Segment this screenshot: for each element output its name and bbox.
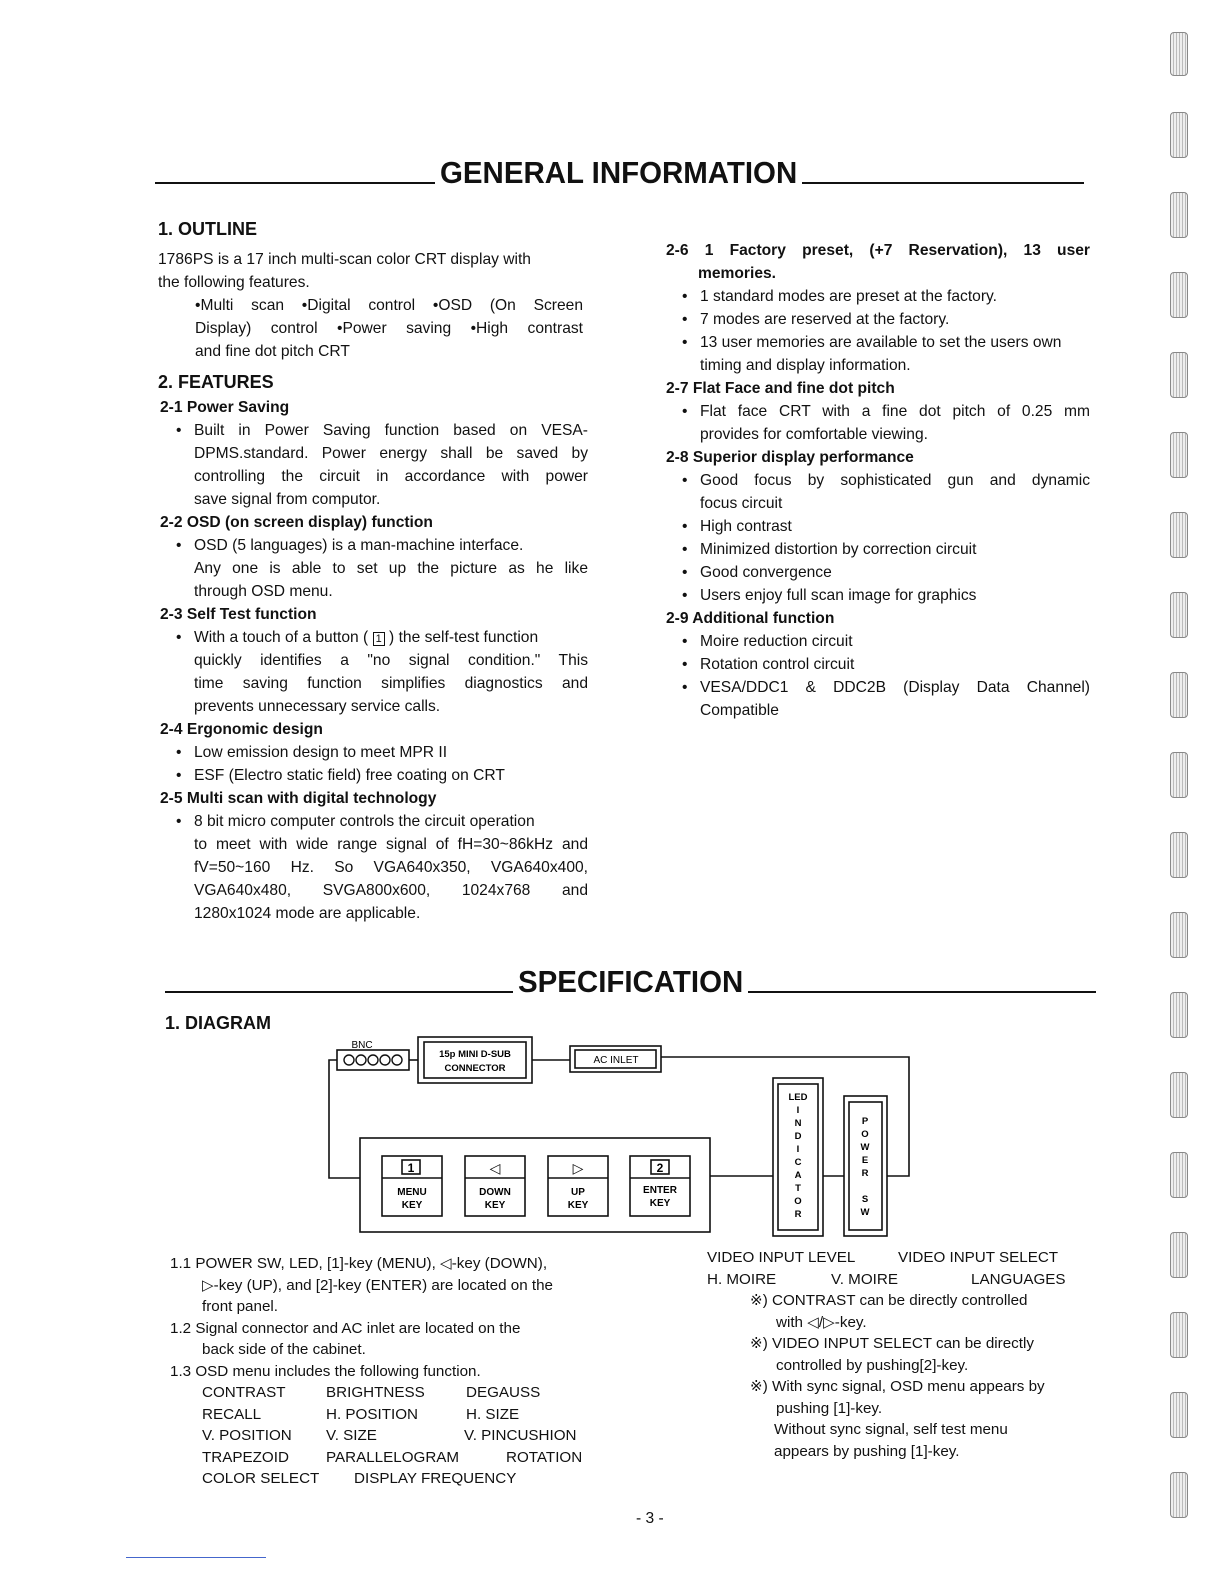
- outline-line: and fine dot pitch CRT: [195, 343, 350, 360]
- feature-line: fV=50~160 Hz. So VGA640x350, VGA640x400,: [194, 859, 588, 876]
- feature-line: • Flat face CRT with a fine dot pitch of 0.25 mm: [666, 400, 1090, 423]
- feature-title: 2-4 Ergonomic design: [160, 721, 323, 738]
- power-letter: W: [860, 1142, 870, 1153]
- down-key-label2: KEY: [484, 1200, 506, 1211]
- note-line: front panel.: [202, 1298, 278, 1315]
- feature-line: • Minimized distortion by correction circuit: [666, 538, 1090, 561]
- diagram-heading: 1. DIAGRAM: [165, 1013, 272, 1033]
- remark-line: ※) VIDEO INPUT SELECT can be directly: [750, 1335, 1034, 1352]
- bullet: •: [176, 629, 182, 646]
- feature-title: 2-5 Multi scan with digital technology: [160, 790, 437, 807]
- bullet: •: [176, 744, 182, 761]
- menu-item: RECALL: [202, 1405, 262, 1423]
- feature-title: 2-6 1 Factory preset, (+7 Reservation), 13 user: [666, 242, 1090, 259]
- feature-line: quickly identifies a "no signal condition." This: [194, 652, 588, 669]
- feature-title: 2-3 Self Test function: [160, 606, 317, 623]
- menu-item: CONTRAST: [202, 1384, 286, 1401]
- feature-line: provides for comfortable viewing.: [700, 426, 928, 443]
- up-key-label2: KEY: [567, 1200, 589, 1211]
- bullet: •: [682, 541, 688, 558]
- feature-line: • OSD (5 languages) is a man-machine interface.: [160, 534, 588, 557]
- bottom-rule: [126, 1557, 266, 1558]
- bullet: •: [682, 518, 688, 535]
- features-heading: 2. FEATURES: [158, 372, 274, 392]
- title-rule-right: [802, 182, 1084, 184]
- outline-heading: 1. OUTLINE: [158, 219, 258, 239]
- osd-menu-list-right: [707, 1247, 1087, 1290]
- led-letter: C: [794, 1157, 802, 1168]
- feature-line: • Users enjoy full scan image for graphics: [666, 584, 1090, 607]
- feature-line: Compatible: [700, 702, 779, 719]
- led-letter: A: [794, 1170, 802, 1181]
- menu-item: VIDEO INPUT LEVEL: [707, 1249, 856, 1266]
- bullet: •: [682, 633, 688, 650]
- dsub-label-2: CONNECTOR: [444, 1063, 506, 1074]
- menu-item: LANGUAGES: [971, 1270, 1066, 1288]
- bullet: •: [682, 587, 688, 604]
- feature-title: memories.: [698, 265, 777, 282]
- remark-line: controlled by pushing[2]-key.: [776, 1356, 969, 1374]
- menu-item: V. MOIRE: [831, 1270, 898, 1288]
- power-letter: P: [861, 1116, 869, 1127]
- feature-title: 2-8 Superior display performance: [666, 449, 914, 466]
- menu-key-label: MENU: [397, 1187, 427, 1198]
- feature-title: 2-1 Power Saving: [160, 399, 290, 416]
- enter-key-label: ENTER: [643, 1185, 677, 1196]
- remark-line: with ◁/▷-key.: [776, 1313, 867, 1331]
- feature-line: • 7 modes are reserved at the factory.: [666, 308, 1090, 331]
- feature-line: through OSD menu.: [194, 583, 333, 600]
- remark-line: Without sync signal, self test menu: [774, 1421, 1008, 1438]
- feature-line: • Moire reduction circuit: [666, 630, 1090, 653]
- feature-line: controlling the circuit in accordance with power: [194, 468, 588, 485]
- spec-rule-right: [748, 991, 1096, 993]
- led-letter: N: [794, 1118, 802, 1129]
- feature-line: DPMS.standard. Power energy shall be saved by: [194, 445, 588, 462]
- remarks: [750, 1290, 1100, 1462]
- outline-line: 1786PS is a 17 inch multi-scan color CRT display with: [158, 251, 531, 268]
- menu-item: H. SIZE: [466, 1405, 520, 1423]
- outline-line: •Multi scan •Digital control •OSD (On Screen: [195, 297, 583, 314]
- bullet: •: [176, 767, 182, 784]
- power-letter: S: [861, 1194, 869, 1205]
- spec-rule-left: [165, 991, 513, 993]
- general-info-title: GENERAL INFORMATION: [440, 155, 798, 190]
- enter-key-label2: KEY: [649, 1198, 671, 1209]
- bullet: •: [682, 472, 688, 489]
- bullet: •: [682, 679, 688, 696]
- features-left-column: [160, 396, 588, 925]
- up-key-symbol: ▷: [572, 1160, 584, 1176]
- feature-title: 2-9 Additional function: [666, 610, 835, 627]
- notes-left: [170, 1253, 595, 1382]
- feature-line: • Built in Power Saving function based on VESA-: [160, 419, 588, 442]
- remark-line: appears by pushing [1]-key.: [774, 1442, 960, 1460]
- led-letter: I: [796, 1105, 800, 1116]
- remark-line: ※) With sync signal, OSD menu appears by: [750, 1378, 1045, 1395]
- bullet: •: [682, 564, 688, 581]
- feature-line: prevents unnecessary service calls.: [194, 698, 441, 715]
- bullet: •: [682, 311, 688, 328]
- bnc-label: BNC: [351, 1040, 373, 1051]
- feature-title: 2-7 Flat Face and fine dot pitch: [666, 380, 895, 397]
- menu-item: V. SIZE: [326, 1427, 377, 1444]
- feature-line: • 8 bit micro computer controls the circuit operation: [160, 810, 588, 833]
- outline-text: [158, 248, 583, 363]
- title-rule-left: [155, 182, 435, 184]
- note-line: 1.3 OSD menu includes the following function.: [170, 1362, 481, 1380]
- bullet: •: [682, 656, 688, 673]
- note-line: 1.1 POWER SW, LED, [1]-key (MENU), ◁-key (DOWN),: [170, 1255, 548, 1272]
- feature-line: • With a touch of a button ( 1 ) the self-test function: [160, 626, 588, 649]
- led-letter: R: [794, 1209, 802, 1220]
- dsub-connector: [418, 1037, 532, 1083]
- power-letter: R: [861, 1168, 869, 1179]
- bullet: •: [682, 334, 688, 351]
- specification-title: SPECIFICATION: [518, 964, 744, 999]
- power-letter: W: [860, 1207, 870, 1218]
- menu-item: DISPLAY FREQUENCY: [354, 1470, 517, 1487]
- down-key-symbol: ◁: [489, 1160, 501, 1176]
- feature-line: 1280x1024 mode are applicable.: [194, 905, 421, 922]
- bullet: •: [682, 403, 688, 420]
- menu-item: V. PINCUSHION: [464, 1427, 577, 1444]
- up-key-label: UP: [571, 1187, 585, 1198]
- power-letter: O: [861, 1129, 869, 1140]
- feature-line: • Good convergence: [666, 561, 1090, 584]
- feature-line: focus circuit: [700, 495, 783, 512]
- led-letter: T: [795, 1183, 801, 1194]
- feature-line: • VESA/DDC1 & DDC2B (Display Data Channel): [666, 676, 1090, 699]
- note-line: 1.2 Signal connector and AC inlet are located on the: [170, 1319, 521, 1337]
- outline-line: Display) control •Power saving •High contrast: [195, 320, 583, 337]
- menu-item: PARALLELOGRAM: [326, 1448, 460, 1466]
- down-key-label: DOWN: [479, 1187, 511, 1198]
- menu-item: H. POSITION: [326, 1405, 418, 1423]
- key-1-icon: 1: [373, 632, 385, 646]
- led-letter: O: [794, 1196, 802, 1207]
- feature-line: • ESF (Electro static field) free coating on CRT: [160, 764, 588, 787]
- page-number: - 3 -: [636, 1510, 664, 1527]
- menu-item: COLOR SELECT: [202, 1470, 320, 1487]
- feature-line: to meet with wide range signal of fH=30~86kHz and: [194, 836, 588, 853]
- menu-item: VIDEO INPUT SELECT: [898, 1249, 1059, 1266]
- menu-key-label2: KEY: [401, 1200, 423, 1211]
- feature-line: • High contrast: [666, 515, 1090, 538]
- ac-inlet-label: AC INLET: [593, 1055, 639, 1066]
- bullet: •: [176, 537, 182, 554]
- note-line: ▷-key (UP), and [2]-key (ENTER) are located on the: [202, 1276, 553, 1294]
- feature-line: timing and display information.: [700, 357, 911, 374]
- bnc-connector: [337, 1050, 409, 1070]
- feature-line: • Low emission design to meet MPR II: [160, 741, 588, 764]
- feature-line: • 13 user memories are available to set the users own: [666, 331, 1090, 354]
- bullet: •: [176, 813, 182, 830]
- enter-key-symbol: 2: [656, 1161, 664, 1175]
- block-diagram: [300, 1030, 920, 1240]
- menu-item: DEGAUSS: [466, 1384, 541, 1401]
- feature-line: VGA640x480, SVGA800x600, 1024x768 and: [194, 882, 588, 899]
- power-letter: E: [861, 1155, 869, 1166]
- led-letter: LED: [788, 1092, 808, 1103]
- note-line: back side of the cabinet.: [202, 1341, 366, 1358]
- bullet: •: [682, 288, 688, 305]
- menu-item: H. MOIRE: [707, 1270, 777, 1288]
- feature-title: 2-2 OSD (on screen display) function: [160, 514, 433, 531]
- bullet: •: [176, 422, 182, 439]
- menu-item: TRAPEZOID: [202, 1448, 289, 1466]
- led-letter: D: [794, 1131, 802, 1142]
- menu-item: BRIGHTNESS: [326, 1384, 425, 1401]
- menu-key-symbol: 1: [407, 1161, 415, 1175]
- features-right-column: [666, 239, 1090, 722]
- remark-line: ※) CONTRAST can be directly controlled: [750, 1292, 1028, 1309]
- remark-line: pushing [1]-key.: [776, 1399, 883, 1417]
- feature-line: Any one is able to set up the picture as he like: [194, 560, 588, 577]
- feature-line: • Rotation control circuit: [666, 653, 1090, 676]
- menu-item: ROTATION: [506, 1448, 583, 1466]
- outline-line: the following features.: [158, 274, 310, 291]
- led-letter: I: [796, 1144, 800, 1155]
- menu-item: V. POSITION: [202, 1427, 292, 1444]
- feature-line: time saving function simplifies diagnostics and: [194, 675, 588, 692]
- dsub-label-1: 15p MINI D-SUB: [439, 1049, 511, 1060]
- feature-line: • 1 standard modes are preset at the factory.: [666, 285, 1090, 308]
- feature-line: save signal from computor.: [194, 491, 381, 508]
- feature-line: • Good focus by sophisticated gun and dynamic: [666, 469, 1090, 492]
